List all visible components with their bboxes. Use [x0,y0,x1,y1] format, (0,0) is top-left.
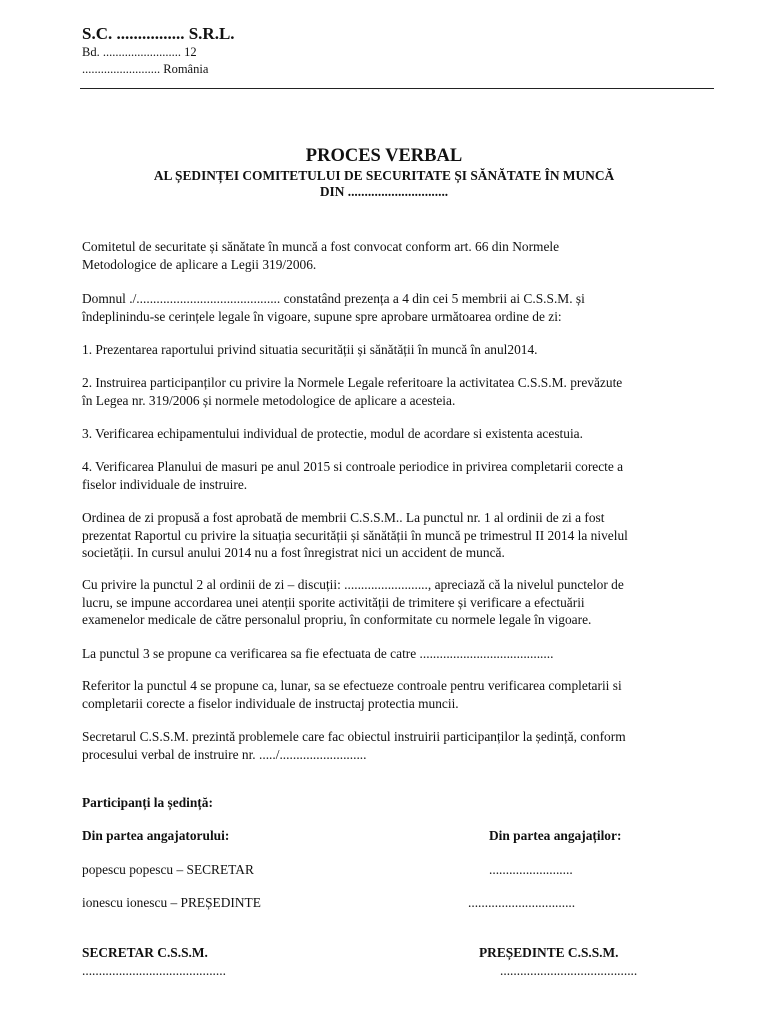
text-line: procesului verbal de instruire nr. ...../.......................... [82,746,367,762]
participants-heading: Participanți la ședință: [82,795,213,810]
paragraph-convocation [82,238,722,273]
address-line-1: Bd. ......................... 12 [82,45,197,59]
paragraph-point-4 [82,677,722,712]
text-line: 3. Verificarea echipamentului individual de protectie, modul de acordare si existenta acestuia. [82,426,583,441]
paragraph-secretary [82,728,722,763]
document-subtitle: AL ȘEDINȚEI COMITETULUI DE SECURITATE ȘI SĂNĂTATE ÎN MUNCĂ [153,168,615,183]
text-line: în Legea nr. 319/2006 și normele metodologice de aplicare a acesteia. [82,392,456,408]
address-line-2: ......................... România [82,62,209,76]
signature-secretary-label: SECRETAR C.S.S.M. [82,945,208,960]
text-line: La punctul 3 se propune ca verificarea sa fie efectuata de catre ........................................ [82,646,554,661]
signature-secretary-line: ........................................... [82,963,226,978]
agenda-item-2 [82,374,722,409]
text-line: 2. Instruirea participanților cu privire la Normele Legale referitoare la activitatea C.S.S.M. prevăzute [82,375,623,390]
text-line: îndeplinindu-se cerințele legale în vigoare, supune spre aprobare următoarea ordine de zi: [82,308,562,324]
participant-president: ionescu ionescu – PREȘEDINTE [82,895,261,910]
text-line: prezentat Raportul cu privire la situația securității și sănătății în muncă pe trimestrul II 2014 la nivelul [82,527,628,543]
text-line: lucru, se impune accordarea unei atenții sporite activității de trimitere și verificare a efectuării [82,594,585,610]
employee-placeholder-1: ......................... [489,862,573,877]
paragraph-agenda-approved [82,509,722,562]
signature-president-label: PREȘEDINTE C.S.S.M. [479,945,619,960]
employee-placeholder-2: ................................ [468,895,576,910]
text-line: Metodologice de aplicare a Legii 319/2006. [82,256,317,272]
header-divider [80,88,714,89]
agenda-item-1 [82,341,722,359]
agenda-item-3 [82,425,722,443]
text-line: examenelor medicale de către personalul propriu, în conformitate cu normele legale în vigoare. [82,612,592,627]
text-line: societății. In cursul anului 2014 nu a fost înregistrat nici un accident de muncă. [82,545,505,560]
paragraph-point-2 [82,576,722,629]
text-line: Comitetul de securitate și sănătate în muncă a fost convocat conform art. 66 din Normele [82,239,560,254]
text-line: Referitor la punctul 4 se propune ca, lunar, sa se efectueze controale pentru verificarea completarii si [82,678,622,693]
text-line: completarii corecte a fiselor individuale de instructaj protectia muncii. [82,695,459,711]
signature-president-line: ......................................... [500,963,638,978]
document-date-line: DIN .............................. [319,184,449,199]
company-name: S.C. ................ S.R.L. [82,24,235,43]
text-line: 1. Prezentarea raportului privind situatia securității și sănătății în muncă în anul2014. [82,342,538,357]
text-line: 4. Verificarea Planului de masuri pe anul 2015 si controale periodice in privirea completarii corecte a [82,459,624,474]
text-line: Ordinea de zi propusă a fost aprobată de membrii C.S.S.M.. La punctul nr. 1 al ordinii de zi a fost [82,510,605,525]
text-line: fiselor individuale de instruire. [82,476,248,492]
paragraph-agenda-intro [82,290,722,325]
text-line: Cu privire la punctul 2 al ordinii de zi – discuții: ........................., apreciază că la nivelul punctelor de [82,577,624,592]
employer-heading: Din partea angajatorului: [82,828,230,843]
agenda-item-4 [82,458,722,493]
paragraph-point-3 [82,645,722,663]
document-title: PROCES VERBAL [305,146,463,166]
text-line: Secretarul C.S.S.M. prezintă problemele care fac obiectul instruirii participanților la ședință, conform [82,729,626,744]
participant-secretary: popescu popescu – SECRETAR [82,862,254,877]
text-line: Domnul ./........................................... constatând prezența a 4 din cei 5 membrii ai C.S.S.M. și [82,291,585,306]
employees-heading: Din partea angajaților: [489,828,622,843]
